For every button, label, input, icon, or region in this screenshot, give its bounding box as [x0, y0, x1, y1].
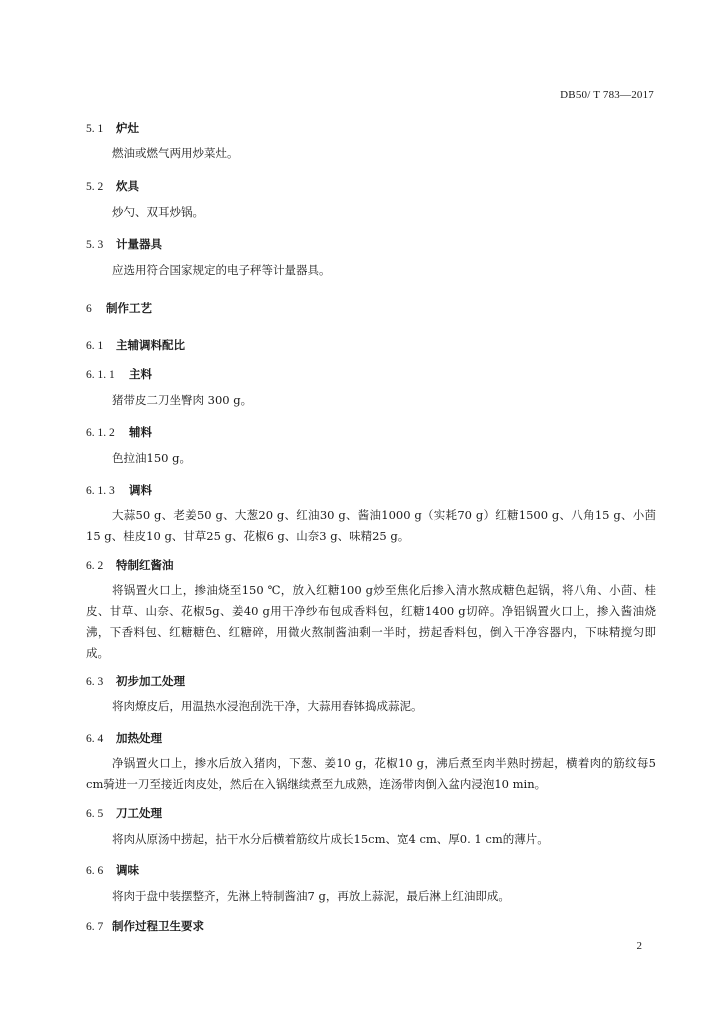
section-paragraph: 炒勺、双耳炒锅。 — [112, 205, 204, 219]
standard-code: DB50/ T 783—2017 — [560, 89, 654, 101]
section-paragraph: 应选用符合国家规定的电子秤等计量器具。 — [112, 263, 331, 277]
section-paragraph: 大蒜50 g、老姜50 g、大葱20 g、红油30 g、酱油1000 g（实耗70 g）红糖1500 g、八角15 g、小茴15 g、桂皮10 g、甘草25 g、花椒6 g、山奈3 g、味精25 g。 — [86, 508, 656, 543]
section-paragraph: 将锅置火口上，掺油烧至150 ℃，放入红糖100 g炒至焦化后掺入清水熬成糖色起锅，将八角、小茴、桂皮、甘草、山奈、花椒5g、姜40 g用干净纱布包成香料包，红糖1400 g切碎。净铝锅置火口上，掺入酱油烧沸，下香料包、红糖糖色、红糖碎，用微火熬制酱油剩一半时，捞起香料包，倒入干净容器内，下味精搅匀即成。 — [86, 583, 656, 660]
section-heading-6-1-1: 6. 1. 1 主料 — [86, 367, 152, 381]
section-heading-5-3: 5. 3 计量器具 — [86, 237, 162, 251]
section-paragraph: 将肉燎皮后，用温热水浸泡刮洗干净，大蒜用舂钵捣成蒜泥。 — [112, 699, 423, 713]
section-heading-6-1-3: 6. 1. 3 调料 — [86, 483, 152, 497]
section-paragraph: 将肉从原汤中捞起，拈干水分后横着筋纹片成长15cm、宽4 cm、厚0. 1 cm的薄片。 — [112, 832, 549, 846]
section-heading-6-4: 6. 4 加热处理 — [86, 731, 162, 745]
page-number: 2 — [636, 940, 642, 952]
section-heading-5-2: 5. 2 炊具 — [86, 179, 139, 193]
section-heading-6-1-2: 6. 1. 2 辅料 — [86, 425, 152, 439]
section-heading-6-5: 6. 5 刀工处理 — [86, 806, 162, 820]
section-paragraph: 净锅置火口上，掺水后放入猪肉，下葱、姜10 g，花椒10 g，沸后煮至肉半熟时捞起，横着肉的筋纹每5 cm骑进一刀至接近肉皮处，然后在入锅继续煮至九成熟，连汤带肉倒入盆内浸泡10 min。 — [86, 756, 656, 791]
section-heading-6-1: 6. 1 主辅调料配比 — [86, 338, 185, 352]
section-paragraph: 猪带皮二刀坐臀肉 300 g。 — [112, 393, 253, 407]
section-heading-6: 6 制作工艺 — [86, 301, 152, 315]
section-heading-6-3: 6. 3 初步加工处理 — [86, 674, 185, 688]
section-heading-6-7: 6. 7 制作过程卫生要求 — [86, 919, 204, 933]
section-heading-6-6: 6. 6 调味 — [86, 863, 139, 877]
section-paragraph: 将肉于盘中装摆整齐，先淋上特制酱油7 g，再放上蒜泥，最后淋上红油即成。 — [112, 889, 510, 903]
section-paragraph: 燃油或燃气两用炒菜灶。 — [112, 146, 239, 160]
section-paragraph: 色拉油150 g。 — [112, 451, 191, 465]
section-heading-6-2: 6. 2 特制红酱油 — [86, 558, 174, 572]
section-heading-5-1: 5. 1 炉灶 — [86, 121, 139, 135]
